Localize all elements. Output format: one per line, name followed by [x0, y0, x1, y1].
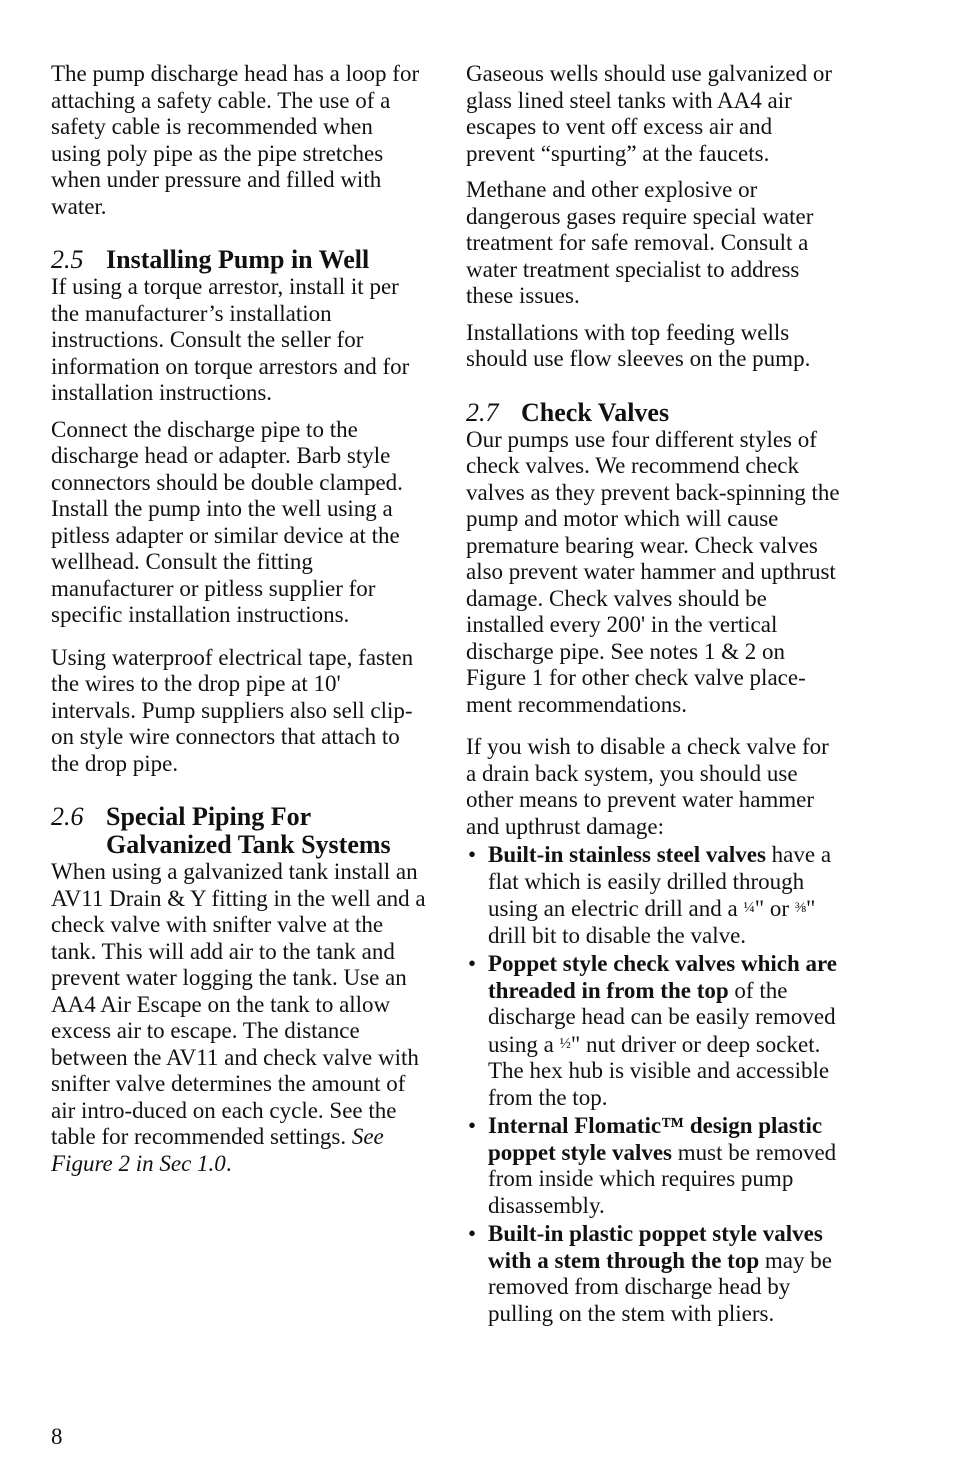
paragraph-text: When using a galvanized tank install an AV11 Drain & Y fitting in the well and a check valve with snifter valve at the tank. This will add air to the tank and prevent water logging the tank. Use an AA4 Air Escape on the tank to allow excess air to escape. The distance between the AV11 and check valve with snifter valve determines the amount of air intro-duced on each cycle. See the table for recommended settings.: [51, 859, 426, 1149]
section-title: Check Valves: [521, 397, 670, 427]
paragraph: Installations with top feeding wells should use flow sleeves on the pump.: [466, 319, 811, 371]
left-column: [51, 61, 426, 1187]
paragraph: Methane and other explosive or dangerous gases require special water treatment for safe removal. Consult a water treatment specialist to address these issues.: [466, 177, 814, 308]
text: " nut driver or deep socket. The hex hub is visible and accessible from the top.: [488, 1031, 830, 1110]
text: must be removed from inside which requires pump disassembly.: [488, 1139, 837, 1218]
fraction: ¼: [743, 900, 755, 916]
text: " or: [754, 896, 795, 921]
section-number: 2.7: [466, 397, 499, 427]
bold-lead: Internal Flomatic™ design plastic poppet style valves: [488, 1113, 823, 1165]
bold-lead: Built-in stainless steel valves: [488, 842, 766, 867]
right-column: [466, 61, 844, 1329]
list-item: [466, 842, 844, 949]
paragraph: Gaseous wells should use galvanized or glass lined steel tanks with AA4 air escapes to vent off excess air and prevent “spurting” at the faucets.: [466, 61, 833, 166]
section-number: 2.6: [51, 802, 84, 831]
paragraph: [51, 859, 426, 1177]
bold-lead: Poppet style check valves which are threaded in from the top: [488, 951, 838, 1003]
section-heading-2-7: [466, 399, 844, 427]
fraction: ½: [559, 1035, 571, 1052]
paragraph-end: .: [225, 1150, 232, 1176]
section-title: Installing Pump in Well: [106, 245, 370, 274]
list-item: [466, 951, 844, 1111]
intro-paragraph: The pump discharge head has a loop for attaching a safety cable. The use of a safety cable is recommended when using poly pipe as the pipe stretches when under pressure and filled with water.: [51, 61, 420, 219]
bold-lead: Built-in plastic poppet style valves with a stem through the top: [488, 1221, 823, 1273]
text: of the discharge head can be easily removed using a: [488, 977, 836, 1057]
figure-reference: See Figure 2 in Sec 1.0: [51, 1124, 384, 1176]
paragraph: If you wish to disable a check valve for a drain back system, you should use other means to prevent water hammer and upthrust damage:: [466, 734, 829, 839]
list-item: [466, 1113, 844, 1219]
text: have a flat which is easily drilled through using an electric drill and a: [488, 842, 832, 921]
section-number: 2.5: [51, 245, 84, 274]
section-title: Special Piping For Galvanized Tank Systems: [106, 802, 391, 859]
text: " drill bit to disable the valve.: [488, 896, 816, 948]
section-heading-2-5: [51, 246, 426, 274]
text: may be removed from discharge head by pulling on the stem with pliers.: [488, 1247, 832, 1326]
fraction: ⅜: [794, 900, 807, 916]
list-item: [466, 1221, 844, 1327]
paragraph: If using a torque arrestor, install it per the manufacturer’s installation instructions. Consult the seller for information on torque arrestors and for installation instructions.: [51, 274, 410, 405]
page-number: 8: [51, 1424, 63, 1449]
paragraph: Using waterproof electrical tape, fasten the wires to the drop pipe at 10' intervals. Pump suppliers also sell clip-on style wire connectors that attach to the drop pipe.: [51, 644, 414, 776]
paragraph: Our pumps use four different styles of check valves. We recommend check valves as they prevent back-spinning the pump and motor which will cause premature bearing wear. Check valves also prevent water hammer and upthrust damage. Check valves should be installed every 200' in the vertical discharge pipe. See notes 1 & 2 on Figure 1 for other check valve place-ment recommendations.: [466, 426, 840, 717]
section-heading-2-6: [51, 803, 426, 859]
bullet-list: [466, 842, 844, 1327]
paragraph: Connect the discharge pipe to the discharge head or adapter. Barb style connectors should be double clamped. Install the pump into the well using a pitless adapter or similar device at the wellhead. Consult the fitting manufacturer or pitless supplier for specific installation instructions.: [51, 416, 403, 627]
